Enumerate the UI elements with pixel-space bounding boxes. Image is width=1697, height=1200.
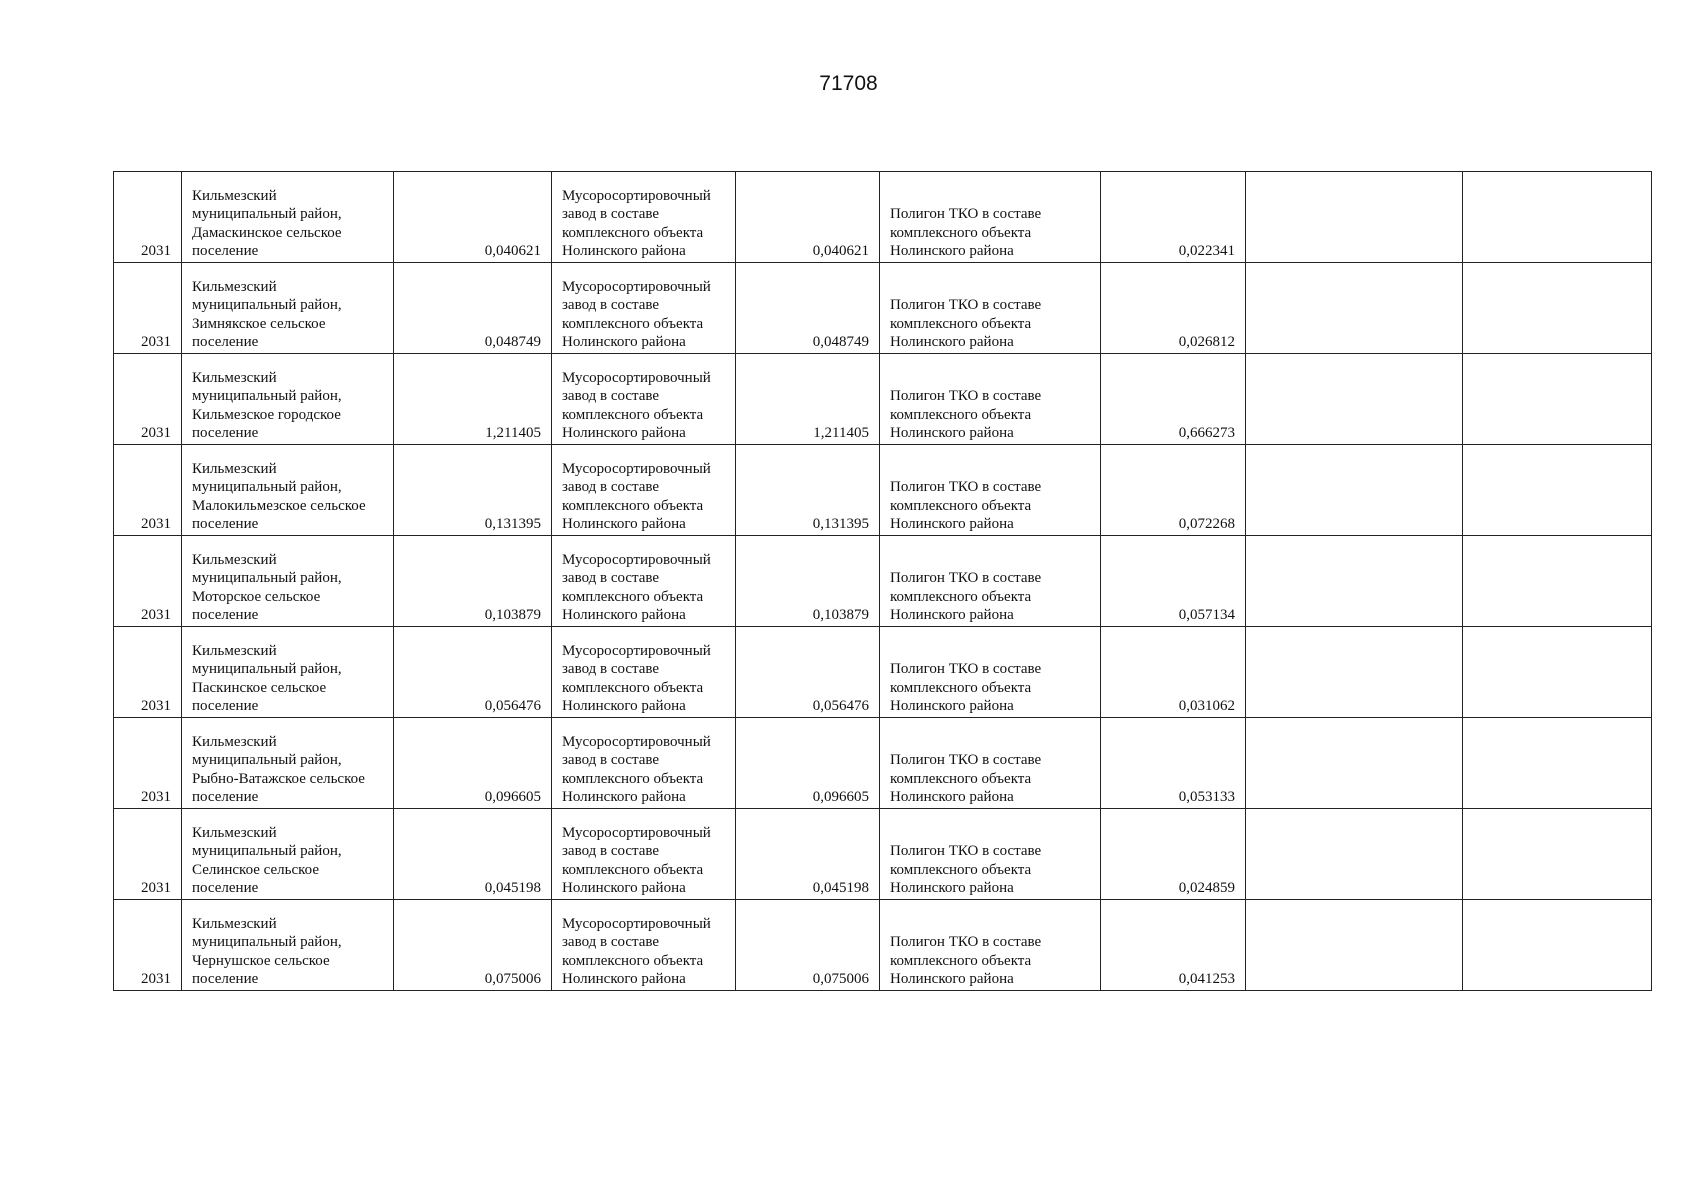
municipality-cell-line: поселение — [192, 789, 259, 806]
landfill-volume-cell: 0,026812 — [1101, 263, 1246, 354]
landfill-cell — [880, 900, 1101, 991]
table-row — [114, 809, 1652, 900]
municipality-cell-line: поселение — [192, 516, 259, 533]
landfill-cell-line: Нолинского района — [890, 243, 1014, 260]
landfill-volume-cell: 0,031062 — [1101, 627, 1246, 718]
sorting-facility-cell-line: завод в составе — [562, 388, 660, 405]
landfill-volume-cell: 0,057134 — [1101, 536, 1246, 627]
sorting-facility-cell-line: Нолинского района — [562, 789, 686, 806]
sorting-facility-cell-line: завод в составе — [562, 479, 660, 496]
empty-cell — [1463, 172, 1652, 263]
sorting-facility-cell-line: Нолинского района — [562, 425, 686, 442]
landfill-cell-line: Полигон ТКО в составе — [890, 570, 1042, 587]
sorting-facility-cell-line: комплексного объекта — [562, 224, 704, 241]
year-cell: 2031 — [114, 263, 182, 354]
municipality-cell-line: Кильмезский — [192, 551, 277, 568]
table-row — [114, 445, 1652, 536]
municipality-cell — [182, 263, 394, 354]
municipality-cell-line: муниципальный район, — [192, 479, 342, 496]
municipality-cell — [182, 445, 394, 536]
empty-cell — [1246, 627, 1463, 718]
municipality-cell-line: поселение — [192, 334, 259, 351]
table-row — [114, 627, 1652, 718]
landfill-volume-cell: 0,024859 — [1101, 809, 1246, 900]
landfill-volume-cell: 0,041253 — [1101, 900, 1246, 991]
sorting-volume-cell: 0,048749 — [736, 263, 880, 354]
sorting-facility-cell-line: завод в составе — [562, 752, 660, 769]
sorting-facility-cell-line: завод в составе — [562, 297, 660, 314]
sorting-facility-cell-line: комплексного объекта — [562, 861, 704, 878]
municipality-cell-line: Кильмезский — [192, 369, 277, 386]
sorting-volume-cell: 0,045198 — [736, 809, 880, 900]
municipality-cell-line: муниципальный район, — [192, 297, 342, 314]
empty-cell — [1463, 536, 1652, 627]
landfill-cell-line: Полигон ТКО в составе — [890, 934, 1042, 951]
empty-cell — [1463, 718, 1652, 809]
landfill-cell-line: Нолинского района — [890, 516, 1014, 533]
municipality-cell-line: Кильмезский — [192, 642, 277, 659]
landfill-cell-line: Нолинского района — [890, 971, 1014, 988]
empty-cell — [1463, 263, 1652, 354]
year-cell: 2031 — [114, 536, 182, 627]
volume-cell: 0,040621 — [394, 172, 552, 263]
municipality-cell-line: Рыбно-Ватажское сельское — [192, 770, 365, 787]
municipality-cell — [182, 627, 394, 718]
landfill-cell-line: Нолинского района — [890, 789, 1014, 806]
municipality-cell — [182, 172, 394, 263]
municipality-cell-line: поселение — [192, 243, 259, 260]
sorting-facility-cell-line: комплексного объекта — [562, 588, 704, 605]
sorting-facility-cell-line: завод в составе — [562, 661, 660, 678]
landfill-cell — [880, 809, 1101, 900]
landfill-cell-line: Нолинского района — [890, 607, 1014, 624]
year-cell: 2031 — [114, 172, 182, 263]
empty-cell — [1463, 809, 1652, 900]
sorting-facility-cell-line: Нолинского района — [562, 880, 686, 897]
landfill-cell — [880, 445, 1101, 536]
year-cell: 2031 — [114, 354, 182, 445]
landfill-cell — [880, 718, 1101, 809]
volume-cell: 0,075006 — [394, 900, 552, 991]
sorting-facility-cell-line: комплексного объекта — [562, 497, 704, 514]
landfill-cell-line: комплексного объекта — [890, 406, 1032, 423]
empty-cell — [1246, 445, 1463, 536]
table-row — [114, 354, 1652, 445]
year-cell: 2031 — [114, 900, 182, 991]
empty-cell — [1463, 354, 1652, 445]
landfill-cell-line: комплексного объекта — [890, 679, 1032, 696]
landfill-cell — [880, 536, 1101, 627]
municipality-cell-line: Зимнякское сельское — [192, 315, 326, 332]
municipality-cell-line: Дамаскинское сельское — [192, 224, 342, 241]
table-row — [114, 263, 1652, 354]
empty-cell — [1463, 445, 1652, 536]
sorting-facility-cell-line: Мусоросортировочный — [562, 642, 711, 659]
landfill-cell — [880, 172, 1101, 263]
empty-cell — [1463, 627, 1652, 718]
table-row — [114, 536, 1652, 627]
sorting-facility-cell-line: комплексного объекта — [562, 315, 704, 332]
municipality-cell-line: Селинское сельское — [192, 861, 320, 878]
landfill-cell-line: Нолинского района — [890, 698, 1014, 715]
landfill-cell-line: комплексного объекта — [890, 315, 1032, 332]
sorting-volume-cell: 0,131395 — [736, 445, 880, 536]
landfill-cell-line: Полигон ТКО в составе — [890, 206, 1042, 223]
municipality-cell-line: поселение — [192, 880, 259, 897]
sorting-volume-cell: 0,096605 — [736, 718, 880, 809]
municipality-cell — [182, 536, 394, 627]
volume-cell: 0,103879 — [394, 536, 552, 627]
landfill-cell-line: комплексного объекта — [890, 224, 1032, 241]
municipality-cell — [182, 900, 394, 991]
municipality-cell-line: муниципальный район, — [192, 570, 342, 587]
sorting-facility-cell-line: завод в составе — [562, 843, 660, 860]
table-body — [114, 172, 1652, 991]
sorting-volume-cell: 0,103879 — [736, 536, 880, 627]
municipality-cell-line: Кильмезский — [192, 460, 277, 477]
sorting-facility-cell-line: завод в составе — [562, 206, 660, 223]
sorting-facility-cell — [552, 354, 736, 445]
empty-cell — [1246, 354, 1463, 445]
landfill-cell-line: Полигон ТКО в составе — [890, 297, 1042, 314]
sorting-volume-cell: 1,211405 — [736, 354, 880, 445]
landfill-cell — [880, 263, 1101, 354]
empty-cell — [1246, 718, 1463, 809]
sorting-facility-cell — [552, 809, 736, 900]
municipality-cell-line: поселение — [192, 698, 259, 715]
sorting-facility-cell-line: Нолинского района — [562, 516, 686, 533]
sorting-facility-cell-line: Мусоросортировочный — [562, 369, 711, 386]
sorting-facility-cell — [552, 445, 736, 536]
volume-cell: 0,056476 — [394, 627, 552, 718]
municipality-cell — [182, 718, 394, 809]
municipality-cell-line: Моторское сельское — [192, 588, 321, 605]
landfill-cell-line: Нолинского района — [890, 334, 1014, 351]
landfill-volume-cell: 0,666273 — [1101, 354, 1246, 445]
sorting-facility-cell — [552, 172, 736, 263]
sorting-facility-cell — [552, 263, 736, 354]
year-cell: 2031 — [114, 809, 182, 900]
empty-cell — [1246, 809, 1463, 900]
landfill-cell-line: комплексного объекта — [890, 497, 1032, 514]
landfill-cell-line: Полигон ТКО в составе — [890, 388, 1042, 405]
landfill-cell-line: комплексного объекта — [890, 861, 1032, 878]
volume-cell: 0,045198 — [394, 809, 552, 900]
table-row — [114, 172, 1652, 263]
sorting-facility-cell-line: Мусоросортировочный — [562, 551, 711, 568]
municipality-cell-line: Чернушское сельское — [192, 952, 330, 969]
volume-cell: 0,048749 — [394, 263, 552, 354]
sorting-facility-cell-line: комплексного объекта — [562, 406, 704, 423]
empty-cell — [1246, 900, 1463, 991]
sorting-facility-cell — [552, 627, 736, 718]
sorting-volume-cell: 0,056476 — [736, 627, 880, 718]
sorting-facility-cell-line: завод в составе — [562, 570, 660, 587]
landfill-volume-cell: 0,072268 — [1101, 445, 1246, 536]
page-number: 71708 — [819, 72, 878, 95]
municipality-cell-line: Кильмезский — [192, 733, 277, 750]
volume-cell: 1,211405 — [394, 354, 552, 445]
landfill-cell — [880, 354, 1101, 445]
landfill-cell-line: Полигон ТКО в составе — [890, 479, 1042, 496]
municipality-cell-line: муниципальный район, — [192, 388, 342, 405]
landfill-cell-line: комплексного объекта — [890, 588, 1032, 605]
empty-cell — [1463, 900, 1652, 991]
volume-cell: 0,096605 — [394, 718, 552, 809]
municipality-cell-line: поселение — [192, 425, 259, 442]
municipality-cell-line: Кильмезское городское — [192, 406, 341, 423]
sorting-facility-cell-line: Нолинского района — [562, 971, 686, 988]
sorting-facility-cell-line: завод в составе — [562, 934, 660, 951]
municipality-cell-line: муниципальный район, — [192, 206, 342, 223]
municipality-cell-line: Кильмезский — [192, 187, 277, 204]
sorting-facility-cell-line: Мусоросортировочный — [562, 187, 711, 204]
municipality-cell — [182, 354, 394, 445]
municipality-cell-line: поселение — [192, 607, 259, 624]
year-cell: 2031 — [114, 718, 182, 809]
table-row — [114, 718, 1652, 809]
sorting-facility-cell-line: Нолинского района — [562, 607, 686, 624]
sorting-facility-cell-line: Нолинского района — [562, 243, 686, 260]
municipality-cell — [182, 809, 394, 900]
empty-cell — [1246, 172, 1463, 263]
sorting-facility-cell-line: Мусоросортировочный — [562, 733, 711, 750]
volume-cell: 0,131395 — [394, 445, 552, 536]
sorting-facility-cell — [552, 900, 736, 991]
sorting-volume-cell: 0,040621 — [736, 172, 880, 263]
municipality-cell-line: муниципальный район, — [192, 661, 342, 678]
sorting-facility-cell-line: Мусоросортировочный — [562, 460, 711, 477]
table-row — [114, 900, 1652, 991]
year-cell: 2031 — [114, 445, 182, 536]
landfill-cell — [880, 627, 1101, 718]
waste-flow-table — [113, 171, 1652, 991]
municipality-cell-line: муниципальный район, — [192, 752, 342, 769]
sorting-facility-cell — [552, 718, 736, 809]
landfill-cell-line: Нолинского района — [890, 425, 1014, 442]
municipality-cell-line: Паскинское сельское — [192, 679, 327, 696]
municipality-cell-line: Кильмезский — [192, 824, 277, 841]
municipality-cell-line: муниципальный район, — [192, 843, 342, 860]
sorting-facility-cell-line: Нолинского района — [562, 698, 686, 715]
landfill-cell-line: Нолинского района — [890, 880, 1014, 897]
municipality-cell-line: Малокильмезское сельское — [192, 497, 366, 514]
municipality-cell-line: Кильмезский — [192, 915, 277, 932]
landfill-cell-line: Полигон ТКО в составе — [890, 843, 1042, 860]
municipality-cell-line: поселение — [192, 971, 259, 988]
landfill-cell-line: Полигон ТКО в составе — [890, 752, 1042, 769]
sorting-facility-cell-line: Мусоросортировочный — [562, 278, 711, 295]
landfill-volume-cell: 0,053133 — [1101, 718, 1246, 809]
sorting-facility-cell-line: комплексного объекта — [562, 770, 704, 787]
landfill-cell-line: комплексного объекта — [890, 952, 1032, 969]
sorting-facility-cell-line: комплексного объекта — [562, 679, 704, 696]
empty-cell — [1246, 263, 1463, 354]
empty-cell — [1246, 536, 1463, 627]
municipality-cell-line: муниципальный район, — [192, 934, 342, 951]
sorting-facility-cell-line: комплексного объекта — [562, 952, 704, 969]
sorting-facility-cell-line: Нолинского района — [562, 334, 686, 351]
sorting-facility-cell-line: Мусоросортировочный — [562, 824, 711, 841]
landfill-cell-line: комплексного объекта — [890, 770, 1032, 787]
municipality-cell-line: Кильмезский — [192, 278, 277, 295]
sorting-facility-cell-line: Мусоросортировочный — [562, 915, 711, 932]
sorting-facility-cell — [552, 536, 736, 627]
landfill-cell-line: Полигон ТКО в составе — [890, 661, 1042, 678]
landfill-volume-cell: 0,022341 — [1101, 172, 1246, 263]
sorting-volume-cell: 0,075006 — [736, 900, 880, 991]
year-cell: 2031 — [114, 627, 182, 718]
